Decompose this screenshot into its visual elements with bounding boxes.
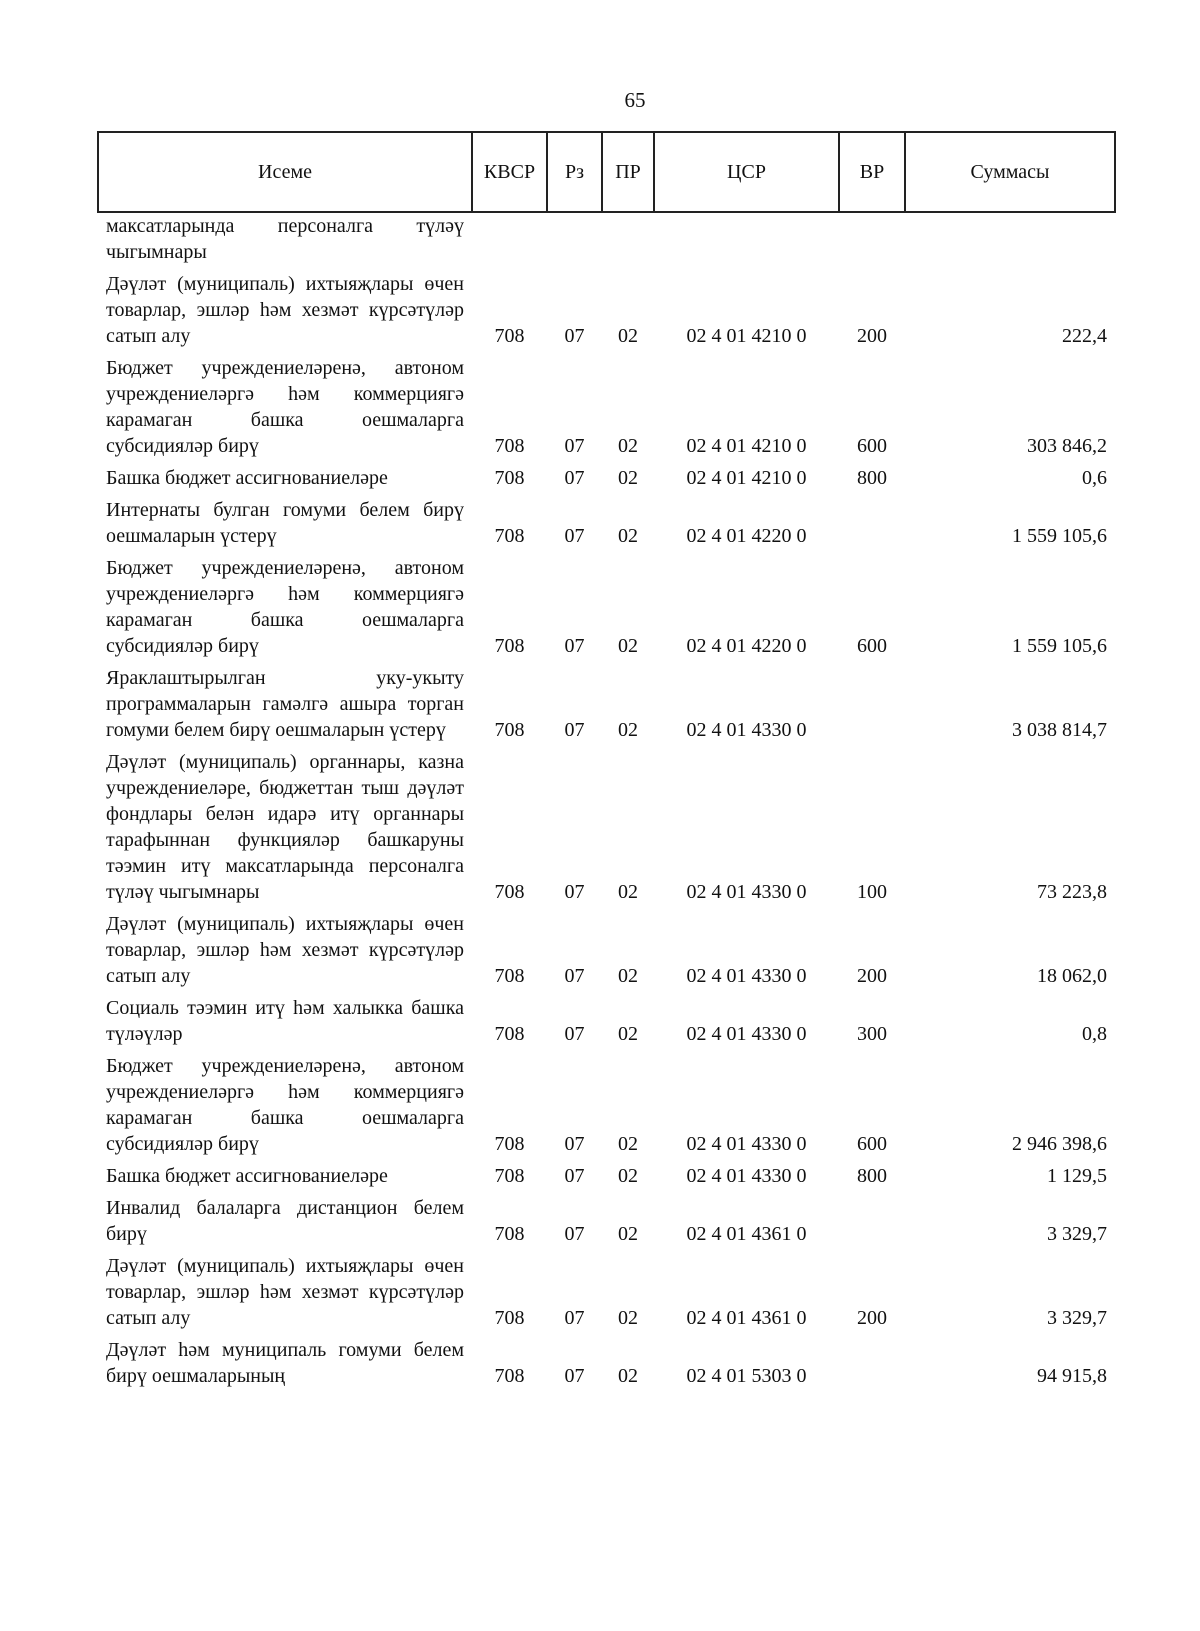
cell-pr: 02 [618, 965, 638, 987]
cell-pr: 02 [618, 325, 638, 347]
cell-vr [839, 212, 905, 265]
cell-vr: 200 [857, 325, 887, 347]
cell-csr: 02 4 01 4330 0 [686, 1165, 807, 1187]
cell-csr: 02 4 01 4330 0 [686, 1133, 807, 1155]
cell-sum: 2 946 398,6 [1012, 1133, 1107, 1155]
cell-pr: 02 [618, 719, 638, 741]
cell-kvsr: 708 [494, 1133, 525, 1155]
cell-csr: 02 4 01 4210 0 [686, 435, 807, 457]
budget-table [97, 131, 1116, 1389]
cell-kvsr [472, 212, 547, 265]
cell-rz: 07 [564, 1365, 585, 1387]
cell-vr: 600 [857, 1133, 887, 1155]
table-row [98, 1189, 1115, 1247]
cell-kvsr: 708 [494, 881, 525, 903]
cell-rz: 07 [564, 965, 585, 987]
cell-vr: 600 [857, 635, 887, 657]
cell-name: Дәүләт (муниципаль) органнары, казна учреждениеләре, бюджеттан тыш дәүләт фондлары белән идарә итү органнары тарафыннан функцияләр башкаруны тәэмин итү максатларында персоналга түләү чыгымнары [106, 751, 464, 903]
cell-kvsr: 708 [494, 1365, 525, 1387]
cell-kvsr: 708 [494, 1223, 525, 1245]
cell-name: Дәүләт (муниципаль) ихтыяҗлары өчен товарлар, эшләр һәм хезмәт күрсәтүләр сатып алу [106, 1255, 464, 1329]
table-row [98, 659, 1115, 743]
cell-kvsr: 708 [494, 1023, 525, 1045]
table-row [98, 905, 1115, 989]
cell-sum: 18 062,0 [1037, 965, 1107, 987]
cell-pr: 02 [618, 635, 638, 657]
cell-name: Башка бюджет ассигнованиеләре [106, 1165, 388, 1187]
cell-pr [602, 212, 654, 265]
cell-pr: 02 [618, 467, 638, 489]
cell-name: Социаль тәэмин итү һәм халыкка башка түләүләр [106, 997, 464, 1045]
header-pr: ПР [602, 132, 654, 212]
cell-kvsr: 708 [494, 435, 525, 457]
header-vr: ВР [839, 132, 905, 212]
table-row [98, 491, 1115, 549]
cell-kvsr: 708 [494, 635, 525, 657]
cell-sum: 0,6 [1082, 467, 1107, 489]
cell-sum: 1 559 105,6 [1012, 525, 1107, 547]
cell-vr [839, 1331, 905, 1389]
cell-rz: 07 [564, 525, 585, 547]
table-row [98, 1331, 1115, 1389]
cell-sum: 94 915,8 [1037, 1365, 1107, 1387]
cell-rz: 07 [564, 1023, 585, 1045]
cell-csr: 02 4 01 4361 0 [686, 1223, 807, 1245]
cell-sum: 1 129,5 [1047, 1165, 1107, 1187]
cell-vr: 600 [857, 435, 887, 457]
cell-sum: 1 559 105,6 [1012, 635, 1107, 657]
table-header-row [98, 132, 1115, 212]
cell-name: Дәүләт һәм муниципаль гомуми белем бирү оешмаларының [106, 1339, 464, 1387]
cell-csr: 02 4 01 4330 0 [686, 965, 807, 987]
cell-kvsr: 708 [494, 719, 525, 741]
cell-sum: 0,8 [1082, 1023, 1107, 1045]
cell-pr: 02 [618, 1133, 638, 1155]
cell-csr: 02 4 01 4210 0 [686, 325, 807, 347]
cell-kvsr: 708 [494, 1165, 525, 1187]
cell-vr: 800 [857, 1165, 887, 1187]
cell-name: Дәүләт (муниципаль) ихтыяҗлары өчен товарлар, эшләр һәм хезмәт күрсәтүләр сатып алу [106, 273, 464, 347]
cell-kvsr: 708 [494, 525, 525, 547]
cell-rz: 07 [564, 1307, 585, 1329]
cell-rz: 07 [564, 467, 585, 489]
cell-name: Яраклаштырылган уку-укыту программаларын гамәлгә ашыра торган гомуми белем бирү оешмаларын үстерү [106, 667, 464, 741]
cell-csr: 02 4 01 4330 0 [686, 1023, 807, 1045]
cell-csr: 02 4 01 5303 0 [686, 1365, 807, 1387]
cell-kvsr: 708 [494, 965, 525, 987]
header-name: Исеме [98, 132, 472, 212]
cell-csr: 02 4 01 4220 0 [686, 525, 807, 547]
cell-kvsr: 708 [494, 1307, 525, 1329]
cell-name: Бюджет учреждениеләренә, автоном учреждениеләргә һәм коммерциягә карамаган башка оешмаларга субсидияләр бирү [106, 1055, 464, 1155]
cell-name: Дәүләт (муниципаль) ихтыяҗлары өчен товарлар, эшләр һәм хезмәт күрсәтүләр сатып алу [106, 913, 464, 987]
cell-csr: 02 4 01 4361 0 [686, 1307, 807, 1329]
header-kvsr: КВСР [472, 132, 547, 212]
cell-sum: 3 329,7 [1047, 1307, 1107, 1329]
cell-pr: 02 [618, 435, 638, 457]
cell-pr: 02 [618, 1165, 638, 1187]
table-row [98, 1247, 1115, 1331]
table-row [98, 743, 1115, 905]
table-row [98, 989, 1115, 1047]
cell-rz: 07 [564, 325, 585, 347]
cell-name: Бюджет учреждениеләренә, автоном учреждениеләргә һәм коммерциягә карамаган башка оешмаларга субсидияләр бирү [106, 557, 464, 657]
cell-vr: 200 [857, 965, 887, 987]
cell-rz: 07 [564, 635, 585, 657]
table-row [98, 349, 1115, 459]
cell-csr: 02 4 01 4330 0 [686, 881, 807, 903]
cell-rz: 07 [564, 1133, 585, 1155]
cell-name: Инвалид балаларга дистанцион белем бирү [106, 1197, 464, 1245]
table-row [98, 265, 1115, 349]
cell-sum: 3 329,7 [1047, 1223, 1107, 1245]
cell-name: Бюджет учреждениеләренә, автоном учреждениеләргә һәм коммерциягә карамаган башка оешмаларга субсидияләр бирү [106, 357, 464, 457]
header-rz: Рз [547, 132, 602, 212]
cell-csr: 02 4 01 4330 0 [686, 719, 807, 741]
cell-kvsr: 708 [494, 467, 525, 489]
cell-csr: 02 4 01 4220 0 [686, 635, 807, 657]
cell-pr: 02 [618, 881, 638, 903]
cell-rz: 07 [564, 435, 585, 457]
cell-vr [839, 491, 905, 549]
cell-vr [839, 659, 905, 743]
cell-name: Башка бюджет ассигнованиеләре [106, 467, 388, 489]
cell-vr: 300 [857, 1023, 887, 1045]
cell-rz: 07 [564, 881, 585, 903]
table-row [98, 1157, 1115, 1189]
header-sum: Суммасы [905, 132, 1115, 212]
cell-pr: 02 [618, 1307, 638, 1329]
table-row [98, 459, 1115, 491]
cell-sum: 222,4 [1062, 325, 1107, 347]
cell-rz: 07 [564, 1165, 585, 1187]
cell-rz [547, 212, 602, 265]
cell-kvsr: 708 [494, 325, 525, 347]
table-row [98, 549, 1115, 659]
cell-sum: 303 846,2 [1027, 435, 1107, 457]
table-row [98, 212, 1115, 265]
cell-pr: 02 [618, 525, 638, 547]
cell-vr: 200 [857, 1307, 887, 1329]
page-number: 65 [624, 88, 646, 112]
cell-rz: 07 [564, 1223, 585, 1245]
table-row [98, 1047, 1115, 1157]
cell-sum: 73 223,8 [1037, 881, 1107, 903]
cell-csr [654, 212, 839, 265]
cell-vr: 100 [857, 881, 887, 903]
cell-rz: 07 [564, 719, 585, 741]
cell-vr: 800 [857, 467, 887, 489]
cell-name: Интернаты булган гомуми белем бирү оешмаларын үстерү [106, 499, 464, 547]
cell-sum: 3 038 814,7 [1012, 719, 1107, 741]
cell-pr: 02 [618, 1023, 638, 1045]
header-csr: ЦСР [654, 132, 839, 212]
cell-pr: 02 [618, 1365, 638, 1387]
cell-name: максатларында персоналга түләү чыгымнары [106, 215, 464, 263]
cell-sum [905, 212, 1115, 265]
cell-csr: 02 4 01 4210 0 [686, 467, 807, 489]
cell-vr [839, 1189, 905, 1247]
cell-pr: 02 [618, 1223, 638, 1245]
